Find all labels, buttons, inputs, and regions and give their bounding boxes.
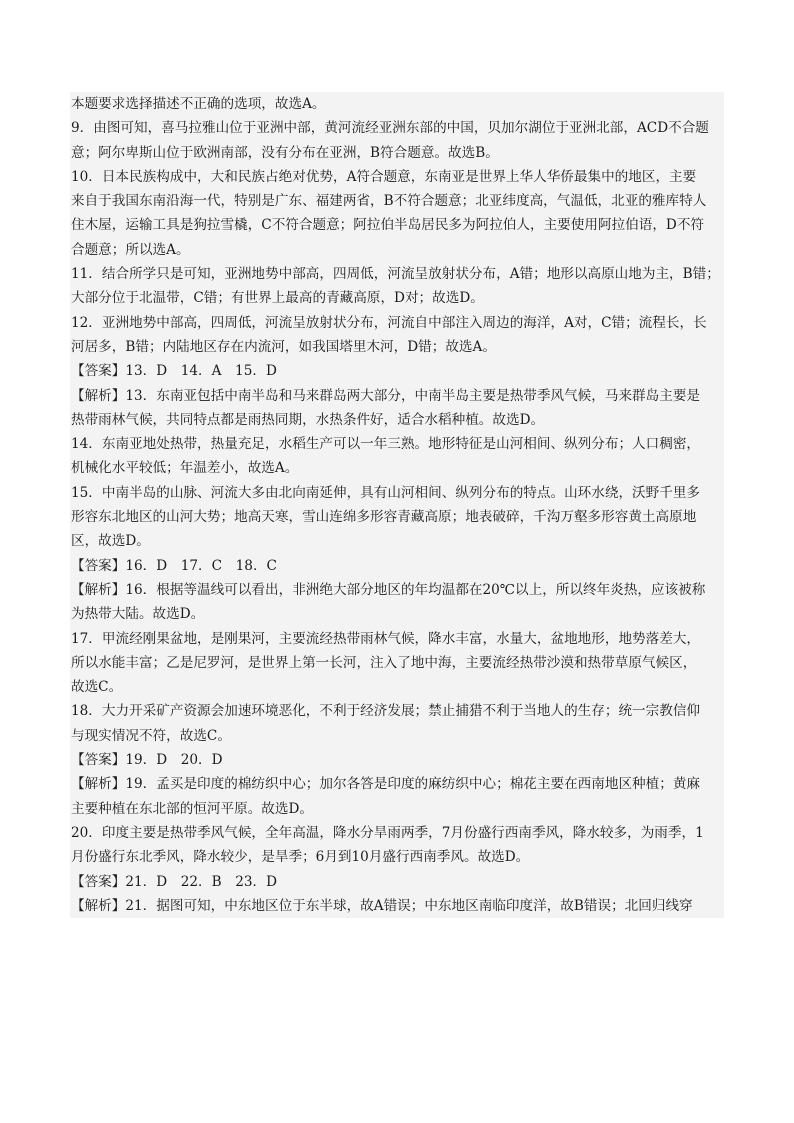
text-line: 17．甲流经刚果盆地，是刚果河，主要流经热带雨林气候，降水丰富，水量大，盆地地形，地势落差大， bbox=[71, 630, 701, 647]
text-line: 【解析】16．根据等温线可以看出，非洲绝大部分地区的年均温都在20℃以上，所以终年炎热，应该被称 bbox=[71, 581, 706, 598]
text-line: 合题意；所以选A。 bbox=[71, 241, 190, 258]
text-line: 月份盛行东北季风，降水较少，是旱季；6月到10月盛行西南季风。故选D。 bbox=[71, 849, 530, 866]
text-line: 【答案】13．D 14．A 15．D bbox=[71, 363, 277, 380]
text-line: 11．结合所学只是可知，亚洲地势中部高，四周低，河流呈放射状分布，A错；地形以高原山地为主，B错； bbox=[71, 266, 720, 283]
text-line: 本题要求选择描述不正确的选项，故选A。 bbox=[71, 96, 326, 112]
text-line: 18．大力开采矿产资源会加速环境恶化，不利于经济发展；禁止捕猎不利于当地人的生存；统一宗教信仰 bbox=[71, 703, 701, 720]
text-line: 主要种植在东北部的恒河平原。故选D。 bbox=[71, 800, 313, 817]
text-line: 与现实情况不符，故选C。 bbox=[71, 727, 231, 744]
text-line: 住木屋，运输工具是狗拉雪橇，C不符合题意；阿拉伯半岛居民多为阿拉伯人，主要使用阿拉伯语，D不符 bbox=[71, 217, 705, 234]
text-line: 河居多，B错；内陆地区存在内流河，如我国塔里木河，D错；故选A。 bbox=[71, 338, 496, 355]
text-line: 【答案】16．D 17．C 18．C bbox=[71, 557, 277, 574]
text-line: 区，故选D。 bbox=[71, 533, 150, 550]
text-line: 12．亚洲地势中部高，四周低，河流呈放射状分布，河流自中部注入周边的海洋，A对，C错；流程长，长 bbox=[71, 314, 707, 331]
text-line: 机械化水平较低；年温差小，故选A。 bbox=[71, 460, 299, 477]
text-line: 【解析】21．据图可知，中东地区位于东半球，故A错误；中东地区南临印度洋，故B错误；北回归线穿 bbox=[71, 897, 693, 914]
text-line: 大部分位于北温带，C错；有世界上最高的青藏高原，D对；故选D。 bbox=[71, 290, 484, 307]
text-line: 10．日本民族构成中，大和民族占绝对优势，A符合题意，东南亚是世界上华人华侨最集中的地区，主要 bbox=[71, 168, 697, 185]
text-line: 【解析】19．孟买是印度的棉纺织中心；加尔各答是印度的麻纺织中心；棉花主要在西南地区种植；黄麻 bbox=[71, 776, 701, 793]
text-line: 故选C。 bbox=[71, 679, 123, 696]
text-line: 20．印度主要是热带季风气候，全年高温，降水分旱雨两季，7月份盛行西南季风，降水较多，为雨季，1 bbox=[71, 824, 704, 841]
text-line: 形容东北地区的山河大势；地高天寒，雪山连绵多形容青藏高原；地表破碎，千沟万壑多形容黄土高原地 bbox=[71, 509, 697, 526]
text-line: 【解析】13．东南亚包括中南半岛和马来群岛两大部分，中南半岛主要是热带季风气候，马来群岛主要是 bbox=[71, 387, 701, 404]
text-line: 9．由图可知，喜马拉雅山位于亚洲中部，黄河流经亚洲东部的中国，贝加尔湖位于亚洲北部，ACD不合题 bbox=[71, 120, 709, 137]
text-line: 来自于我国东南沿海一代，特别是广东、福建两省，B不符合题意；北亚纬度高，气温低，北亚的雅库特人 bbox=[71, 193, 707, 210]
text-line: 【答案】21．D 22．B 23．D bbox=[71, 873, 278, 890]
answer-explanation-body bbox=[70, 92, 724, 918]
text-line: 14．东南亚地处热带，热量充足，水稻生产可以一年三熟。地形特征是山河相间、纵列分布；人口稠密， bbox=[71, 436, 701, 453]
text-line: 【答案】19．D 20．D bbox=[71, 752, 223, 769]
text-line: 热带雨林气候，共同特点都是雨热同期，水热条件好，适合水稻种植。故选D。 bbox=[71, 411, 545, 428]
text-line: 为热带大陆。故选D。 bbox=[71, 606, 205, 623]
text-line: 意；阿尔卑斯山位于欧洲南部，没有分布在亚洲，B符合题意。故选B。 bbox=[71, 144, 499, 161]
text-line: 15．中南半岛的山脉、河流大多由北向南延伸，具有山河相间、纵列分布的特点。山环水绕，沃野千里多 bbox=[71, 484, 701, 501]
text-line: 所以水能丰富；乙是尼罗河，是世界上第一长河，注入了地中海，主要流经热带沙漠和热带草原气候区， bbox=[71, 654, 697, 671]
